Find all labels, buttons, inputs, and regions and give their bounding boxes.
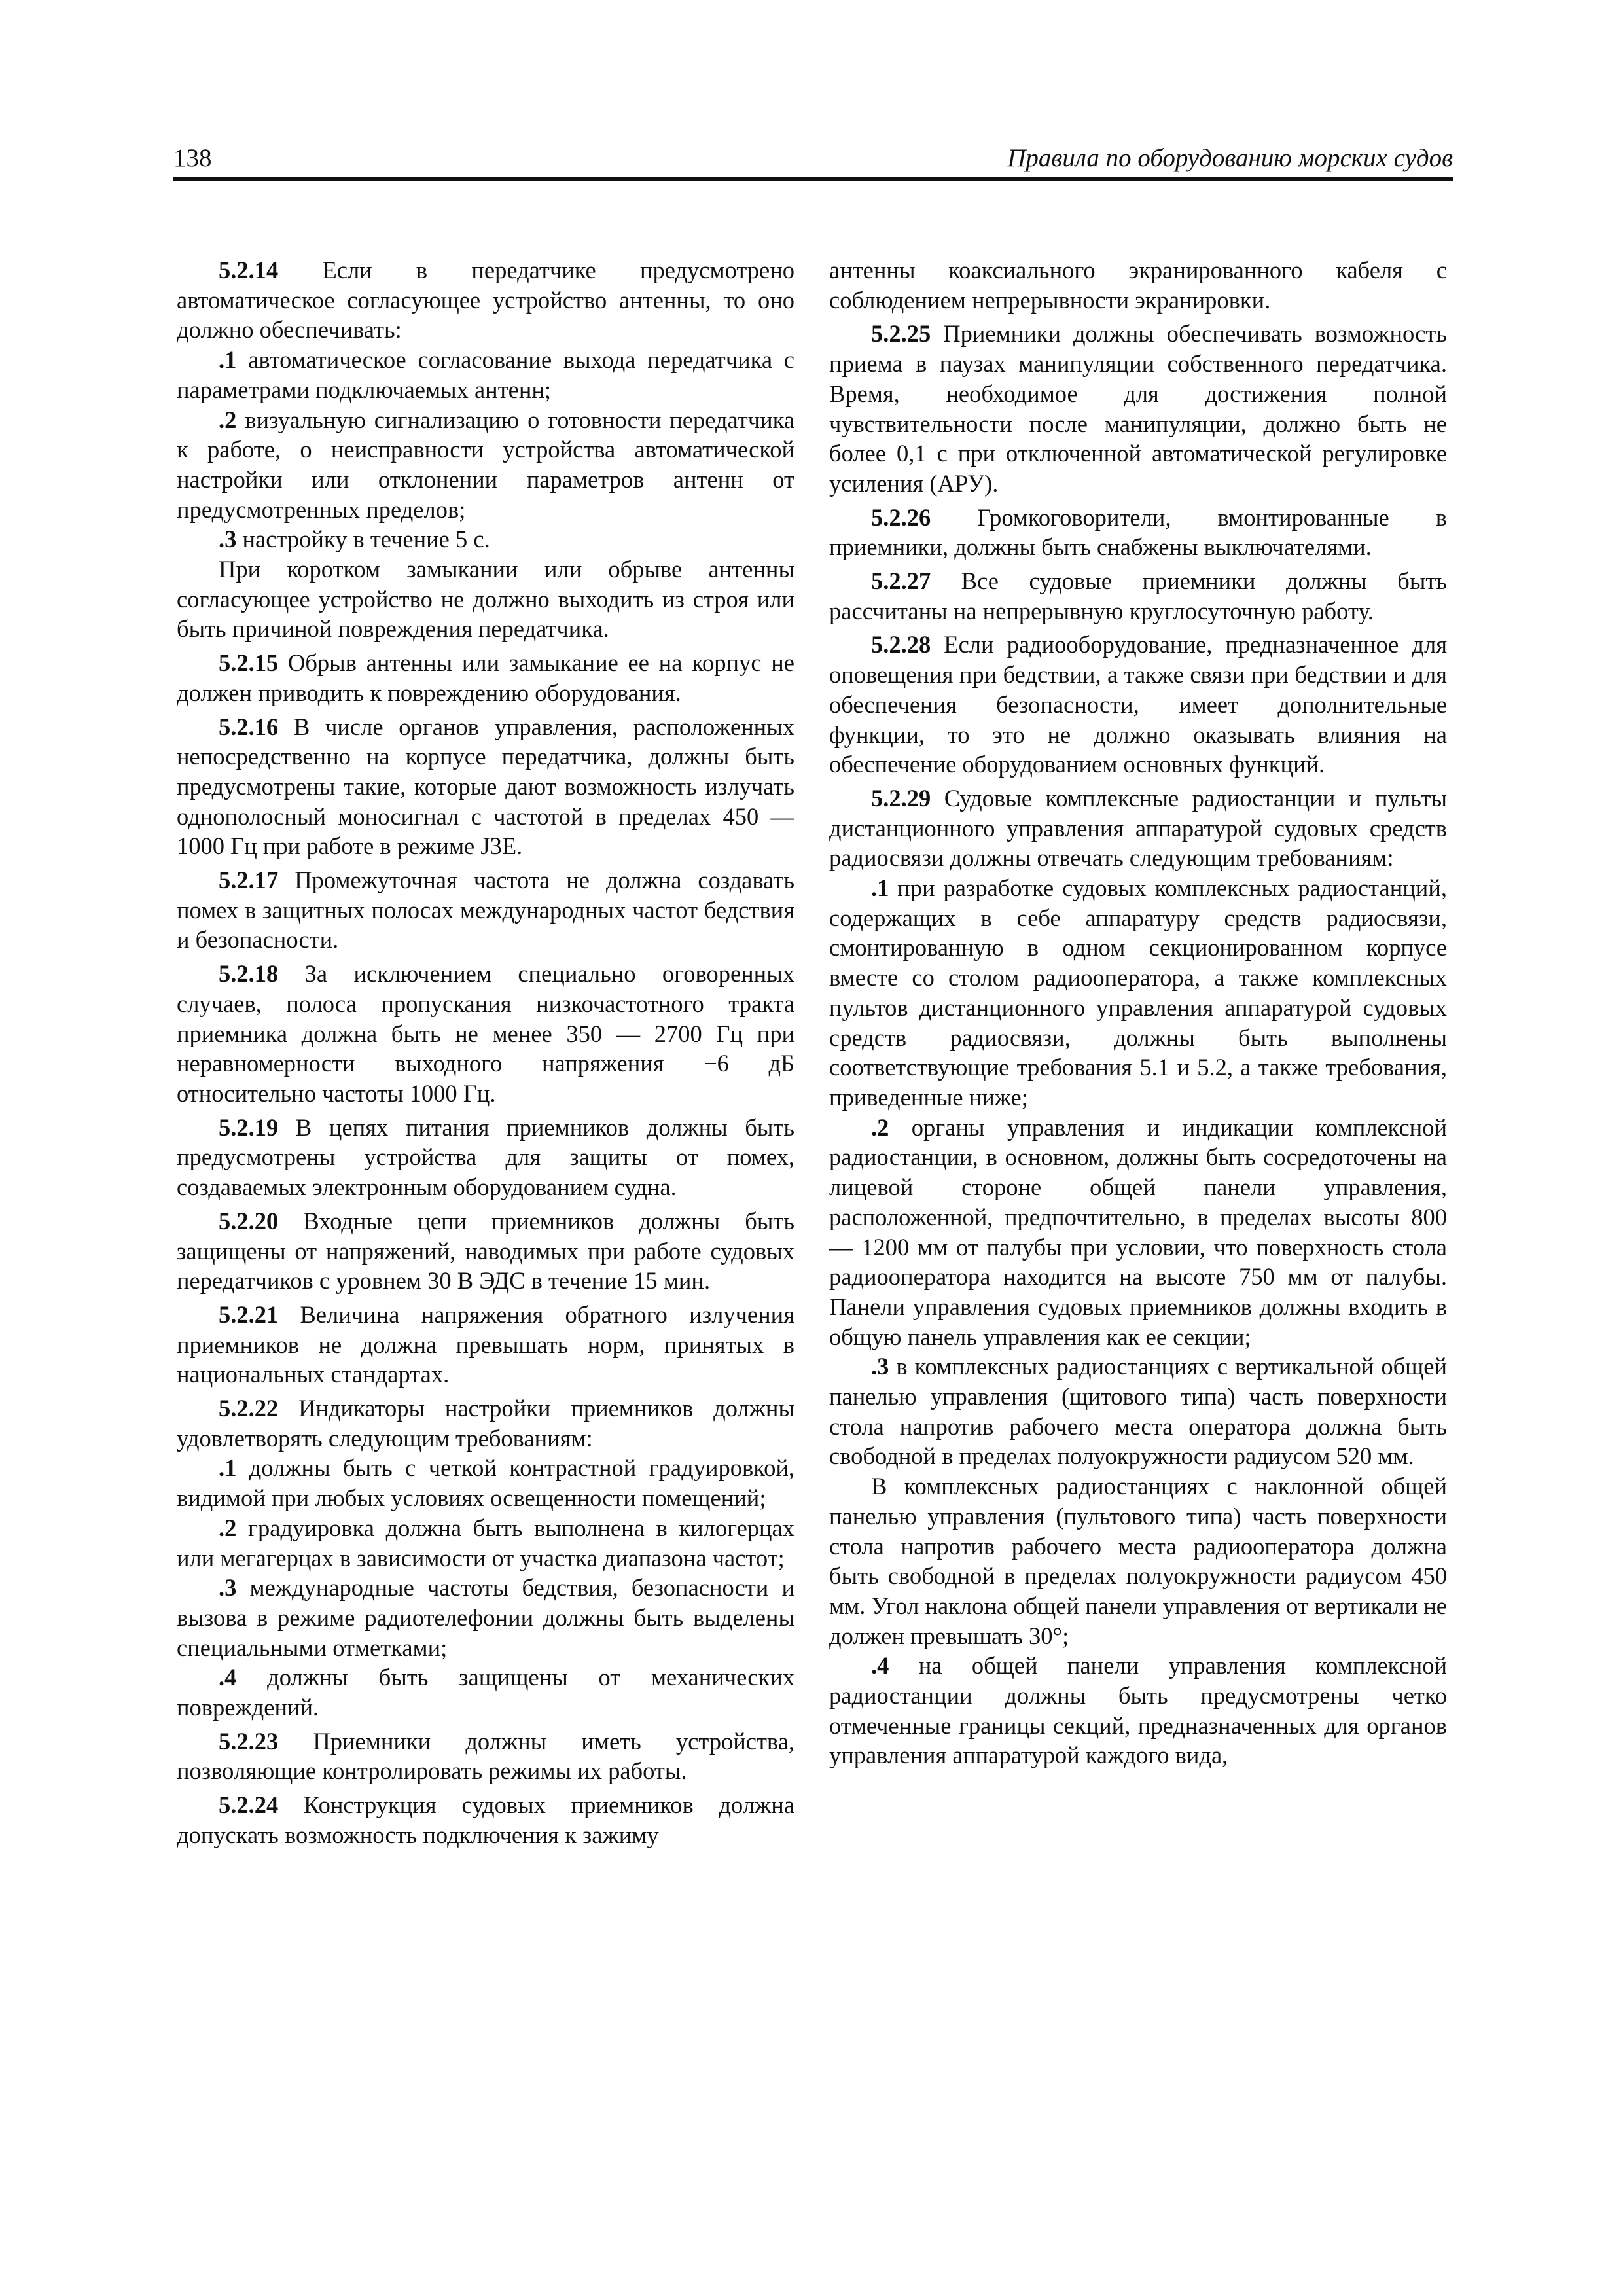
clause-number: .1 bbox=[871, 874, 889, 902]
paragraph bbox=[829, 566, 1447, 626]
clause-number: 5.2.26 bbox=[871, 503, 931, 531]
paragraph-text: автоматическое согласование выхода передатчика с параметрами подключаемых антенн; bbox=[177, 346, 794, 403]
clause-number: 5.2.21 bbox=[219, 1300, 279, 1328]
page-number: 138 bbox=[173, 144, 212, 172]
paragraph-text: должны быть с четкой контрастной градуировкой, видимой при любых условиях освещенности помещений; bbox=[177, 1454, 794, 1512]
header-rule bbox=[173, 177, 1453, 181]
paragraph bbox=[177, 405, 794, 525]
paragraph-text: градуировка должна быть выполнена в килогерцах или мегагерцах в зависимости от участка диапазона частот; bbox=[177, 1514, 794, 1571]
clause-number: 5.2.22 bbox=[219, 1395, 279, 1422]
paragraph-text: Входные цепи приемников должны быть защищены от напряжений, наводимых при работе судовых передатчиков с уровнем 30 В ЭДС в течение 15 мин. bbox=[177, 1207, 794, 1295]
paragraph bbox=[829, 1651, 1447, 1770]
clause-number: .2 bbox=[219, 406, 237, 433]
paragraph bbox=[177, 1300, 794, 1390]
clause-number: 5.2.28 bbox=[871, 631, 931, 658]
clause-number: 5.2.24 bbox=[219, 1791, 279, 1819]
paragraph-text: Все судовые приемники должны быть рассчитаны на непрерывную круглосуточную работу. bbox=[829, 567, 1447, 624]
paragraph bbox=[177, 1727, 794, 1786]
clause-number: 5.2.29 bbox=[871, 784, 931, 812]
paragraph bbox=[177, 345, 794, 404]
paragraph-text: Приемники должны обеспечивать возможность приема в паузах манипуляции собственного передатчика. Время, необходимое для достижения полной чувствительности после манипуляции, должно быть не более 0,1 с при отключенной автоматической регулировке усиления (АРУ). bbox=[829, 320, 1447, 497]
paragraph-text: В комплексных радиостанциях с наклонной общей панелью управления (пультового типа) часть поверхности стола напротив рабочего места радиооператора должна быть свободной в пределах полуокружности радиусом 450 мм. Угол наклона общей панели управления от вертикали не должен превышать 30°; bbox=[829, 1473, 1447, 1649]
right-column bbox=[829, 255, 1447, 2088]
paragraph bbox=[829, 783, 1447, 873]
paragraph-text: настройку в течение 5 с. bbox=[236, 526, 490, 553]
paragraph bbox=[177, 1453, 794, 1513]
clause-number: .4 bbox=[219, 1664, 237, 1691]
paragraph bbox=[177, 554, 794, 644]
paragraph-text: Громкоговорители, вмонтированные в приемники, должны быть снабжены выключателями. bbox=[829, 503, 1447, 561]
clause-number: .1 bbox=[219, 346, 237, 374]
paragraph bbox=[177, 1513, 794, 1573]
running-title: Правила по оборудованию морских судов bbox=[1007, 144, 1453, 172]
paragraph bbox=[177, 959, 794, 1109]
paragraph-text: органы управления и индикации комплексной радиостанции, в основном, должны быть сосредоточены на лицевой стороне общей панели управления, расположенной, предпочтительно, в пределах высоты 800 — 1200 мм от палубы при условии, что поверхность стола радиооператора находится на высоте 750 мм от палубы. Панели управления судовых приемников должны входить в общую панель управления как ее секции; bbox=[829, 1113, 1447, 1350]
paragraph-text: За исключением специально оговоренных случаев, полоса пропускания низкочастотного тракта приемника должна быть не менее 350 — 2700 Гц при неравномерности выходного напряжения −6 дБ относительно частоты 1000 Гц. bbox=[177, 960, 794, 1107]
clause-number: 5.2.23 bbox=[219, 1727, 279, 1755]
paragraph-text: в комплексных радиостанциях с вертикальной общей панелью управления (щитового типа) часть поверхности стола напротив рабочего места оператора должна быть свободной в пределах полуокружности радиусом 520 мм. bbox=[829, 1353, 1447, 1470]
paragraph bbox=[177, 1113, 794, 1202]
left-column bbox=[177, 255, 794, 2088]
paragraph-text: Если радиооборудование, предназначенное для оповещения при бедствии, а также связи при бедствии и для обеспечения безопасности, имеет дополнительные функции, то это не должно оказывать влияния на обеспечение оборудованием основных функций. bbox=[829, 631, 1447, 778]
clause-number: 5.2.19 bbox=[219, 1113, 279, 1141]
paragraph bbox=[177, 865, 794, 955]
clause-number: 5.2.20 bbox=[219, 1207, 279, 1234]
paragraph bbox=[829, 255, 1447, 315]
paragraph-text: международные частоты бедствия, безопасности и вызова в режиме радиотелефонии должны быть выделены специальными отметками; bbox=[177, 1574, 794, 1661]
clause-number: .3 bbox=[871, 1353, 889, 1380]
paragraph bbox=[829, 873, 1447, 1113]
paragraph-text: Индикаторы настройки приемников должны удовлетворять следующим требованиям: bbox=[177, 1395, 794, 1452]
paragraph-text: должны быть защищены от механических повреждений. bbox=[177, 1664, 794, 1721]
paragraph-text: при разработке судовых комплексных радиостанций, содержащих в себе аппаратуру средств радиосвязи, смонтированную в одном секционированном корпусе вместе со столом радиооператора, а также комплексных пультов дистанционного управления аппаратурой судовых средств радиосвязи, должны быть выполнены соответствующие требования 5.1 и 5.2, а также требования, приведенные ниже; bbox=[829, 874, 1447, 1111]
paragraph bbox=[829, 1471, 1447, 1651]
paragraph bbox=[829, 1352, 1447, 1471]
paragraph bbox=[177, 1573, 794, 1662]
paragraph-text: Конструкция судовых приемников должна допускать возможность подключения к зажиму bbox=[177, 1791, 794, 1848]
paragraph bbox=[829, 1113, 1447, 1352]
paragraph-text: Величина напряжения обратного излучения приемников не должна превышать норм, принятых в национальных стандартах. bbox=[177, 1300, 794, 1388]
clause-number: 5.2.14 bbox=[219, 257, 279, 283]
clause-number: .2 bbox=[219, 1514, 237, 1541]
page-header bbox=[173, 143, 1453, 179]
paragraph bbox=[829, 630, 1447, 780]
clause-number: 5.2.27 bbox=[871, 567, 931, 595]
paragraph bbox=[829, 319, 1447, 498]
clause-number: .3 bbox=[219, 526, 237, 553]
paragraph bbox=[177, 524, 794, 554]
clause-number: 5.2.15 bbox=[219, 649, 279, 677]
clause-number: .1 bbox=[219, 1454, 237, 1482]
clause-number: .2 bbox=[871, 1113, 889, 1141]
clause-number: 5.2.25 bbox=[871, 320, 931, 348]
clause-number: 5.2.18 bbox=[219, 960, 279, 988]
paragraph bbox=[177, 712, 794, 862]
paragraph bbox=[829, 503, 1447, 562]
paragraph-text: В числе органов управления, расположенных непосредственно на корпусе передатчика, должны быть предусмотрены такие, которые дают возможность излучать однополосный моносигнал с частотой в пределах 450 — 1000 Гц при работе в режиме J3E. bbox=[177, 713, 794, 860]
paragraph-text: В цепях питания приемников должны быть предусмотрены устройства для защиты от помех, создаваемых электронным оборудованием судна. bbox=[177, 1113, 794, 1201]
paragraph-text: Обрыв антенны или замыкание ее на корпус не должен приводить к повреждению оборудования. bbox=[177, 649, 794, 706]
clause-number: .3 bbox=[219, 1574, 237, 1602]
paragraph bbox=[177, 1206, 794, 1296]
paragraph-text: визуальную сигнализацию о готовности передатчика к работе, о неисправности устройства автоматической настройки или отклонении параметров антенн от предусмотренных пределов; bbox=[177, 406, 794, 523]
paragraph bbox=[177, 255, 794, 345]
paragraph-text: на общей панели управления комплексной радиостанции должны быть предусмотрены четко отмеченные границы секций, предназначенных для органов управления аппаратурой каждого вида, bbox=[829, 1652, 1447, 1769]
clause-number: .4 bbox=[871, 1652, 889, 1679]
paragraph-text: Судовые комплексные радиостанции и пульты дистанционного управления аппаратурой судовых средств радиосвязи должны отвечать следующим требованиям: bbox=[829, 784, 1447, 872]
paragraph bbox=[177, 1790, 794, 1850]
paragraph bbox=[177, 648, 794, 708]
paragraph-text: антенны коаксиального экранированного кабеля с соблюдением непрерывности экранировки. bbox=[829, 257, 1447, 314]
paragraph-text: Промежуточная частота не должна создавать помех в защитных полосах международных частот бедствия и безопасности. bbox=[177, 867, 794, 954]
paragraph bbox=[177, 1393, 794, 1453]
paragraph-text: Если в передатчике предусмотрено автоматическое согласующее устройство антенны, то оно должно обеспечивать: bbox=[177, 257, 794, 344]
paragraph bbox=[177, 1662, 794, 1722]
paragraph-text: Приемники должны иметь устройства, позволяющие контролировать режимы их работы. bbox=[177, 1727, 794, 1785]
clause-number: 5.2.16 bbox=[219, 713, 279, 740]
paragraph-text: При коротком замыкании или обрыве антенны согласующее устройство не должно выходить из строя или быть причиной повреждения передатчика. bbox=[177, 556, 794, 643]
clause-number: 5.2.17 bbox=[219, 867, 279, 894]
